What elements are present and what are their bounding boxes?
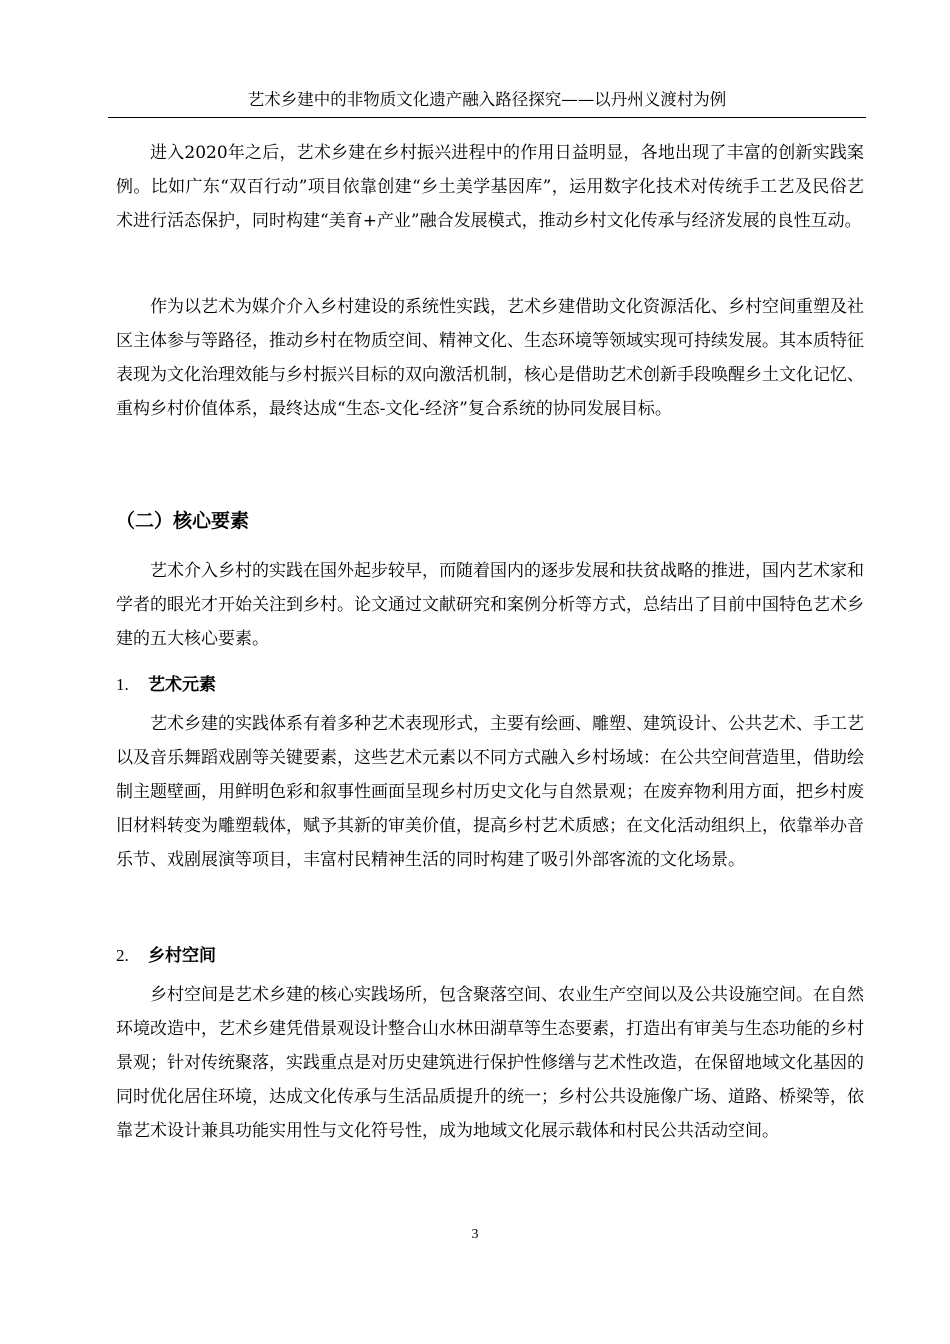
page-number: 3 — [471, 1227, 479, 1242]
subheading-art-elements — [116, 668, 216, 702]
subheading-rural-space — [116, 939, 216, 973]
header-divider — [108, 117, 866, 118]
art-elements-paragraph: 艺术乡建的实践体系有着多种艺术表现形式，主要有绘画、雕塑、建筑设计、公共艺术、手工艺以及音乐舞蹈戏剧等关键要素，这些艺术元素以不同方式融入乡村场域：在公共空间营造里，借助绘制主题壁画，用鲜明色彩和叙事性画面呈现乡村历史文化与自然景观；在废弃物利用方面，把乡村废旧材料转变为雕塑载体，赋予其新的审美价值，提高乡村艺术质感；在文化活动组织上，依靠举办音乐节、戏剧展演等项目，丰富村民精神生活的同时构建了吸引外部客流的文化场景。 — [116, 714, 864, 870]
subheading-number: 1. — [116, 675, 129, 694]
section-intro-paragraph: 艺术介入乡村的实践在国外起步较早，而随着国内的逐步发展和扶贫战略的推进，国内艺术家和学者的眼光才开始关注到乡村。论文通过文献研究和案例分析等方式，总结出了目前中国特色艺术乡建的五大核心要素。 — [116, 561, 864, 649]
subheading-number: 2. — [116, 946, 129, 965]
subheading-label: 乡村空间 — [148, 946, 216, 966]
rural-space-paragraph: 乡村空间是艺术乡建的核心实践场所，包含聚落空间、农业生产空间以及公共设施空间。在自然环境改造中，艺术乡建凭借景观设计整合山水林田湖草等生态要素，打造出有审美与生态功能的乡村景观；针对传统聚落，实践重点是对历史建筑进行保护性修缮与艺术性改造，在保留地域文化基因的同时优化居住环境，达成文化传承与生活品质提升的统一；乡村公共设施像广场、道路、桥梁等，依靠艺术设计兼具功能实用性与文化符号性，成为地域文化展示载体和村民公共活动空间。 — [116, 985, 864, 1141]
body-paragraph-2: 作为以艺术为媒介介入乡村建设的系统性实践，艺术乡建借助文化资源活化、乡村空间重塑及社区主体参与等路径，推动乡村在物质空间、精神文化、生态环境等领域实现可持续发展。其本质特征表现为文化治理效能与乡村振兴目标的双向激活机制，核心是借助艺术创新手段唤醒乡土文化记忆、重构乡村价值体系，最终达成“生态-文化-经济”复合系统的协同发展目标。 — [116, 297, 864, 419]
running-header-title: 艺术乡建中的非物质文化遗产融入路径探究——以丹州义渡村为例 — [247, 90, 727, 109]
body-paragraph-1: 进入2020年之后，艺术乡建在乡村振兴进程中的作用日益明显，各地出现了丰富的创新实践案例。比如广东“双百行动”项目依靠创建“乡土美学基因库”，运用数字化技术对传统手工艺及民俗艺术进行活态保护，同时构建“美育+产业”融合发展模式，推动乡村文化传承与经济发展的良性互动。 — [116, 143, 864, 231]
section-heading: （二）核心要素 — [116, 510, 250, 532]
subheading-label: 艺术元素 — [148, 675, 216, 695]
